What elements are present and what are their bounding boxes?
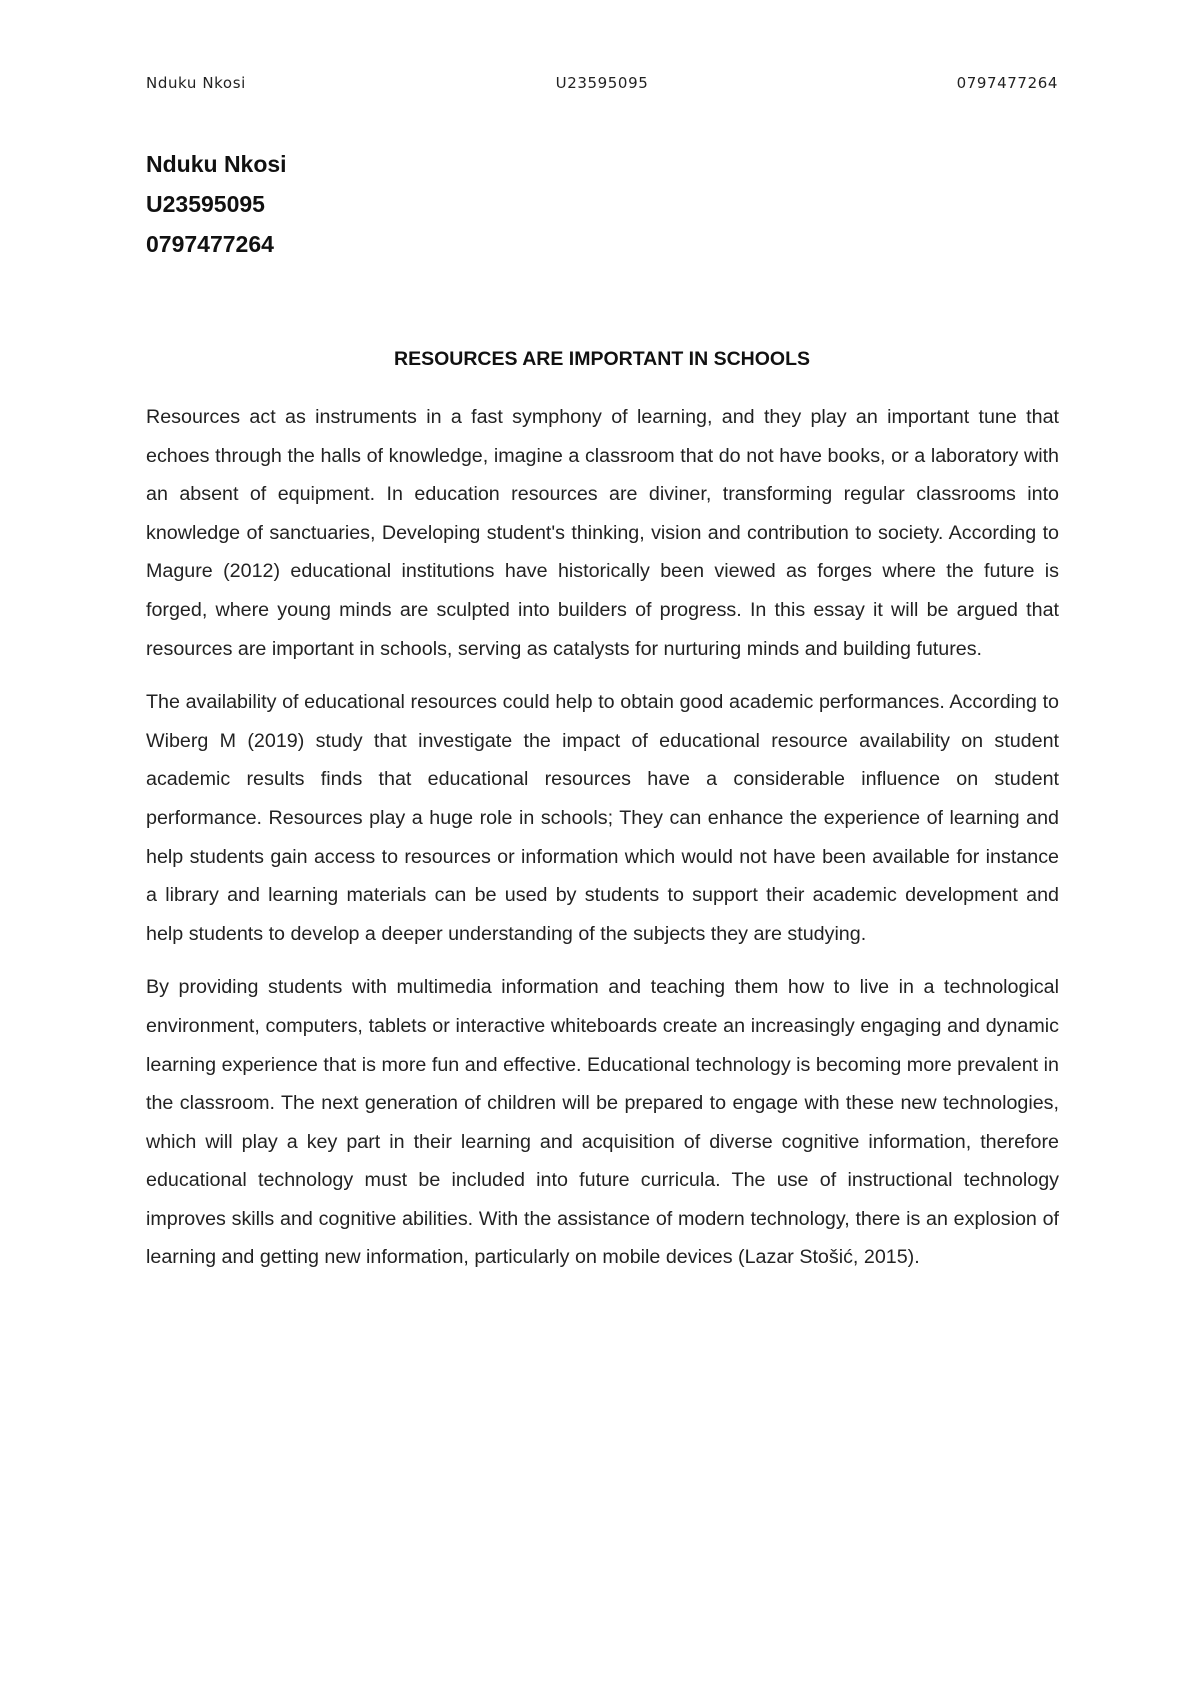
author-phone-number: 0797477264 [146, 231, 274, 257]
author-name: Nduku Nkosi [146, 151, 287, 177]
essay-paragraph-1: Resources act as instruments in a fast symphony of learning, and they play an important tune that echoes through the halls of knowledge, imagine a classroom that do not have books, or a laboratory with an absent of equipment. In education resources are diviner, transforming regular classrooms into knowledge of sanctuaries, Developing student's thinking, vision and contribution to society. According to Magure (2012) educational institutions have historically been viewed as forges where the future is forged, where young minds are sculpted into builders of progress. In this essay it will be argued that resources are important in schools, serving as catalysts for nurturing minds and building futures. [146, 406, 1059, 660]
running-header [146, 74, 1058, 98]
header-student-id: U23595095 [555, 74, 649, 92]
header-author-name: Nduku Nkosi [146, 74, 246, 92]
essay-title: RESOURCES ARE IMPORTANT IN SCHOOLS [393, 348, 811, 370]
author-info-block [146, 144, 646, 264]
essay-paragraph-3: By providing students with multimedia information and teaching them how to live in a technological environment, computers, tablets or interactive whiteboards create an increasingly engaging and dynamic learning experience that is more fun and effective. Educational technology is becoming more prevalent in the classroom. The next generation of children will be prepared to engage with these new technologies, which will play a key part in their learning and acquisition of diverse cognitive information, therefore educational technology must be included into future curricula. The use of instructional technology improves skills and cognitive abilities. With the assistance of modern technology, there is an explosion of learning and getting new information, particularly on mobile devices (Lazar Stošić, 2015). [146, 976, 1059, 1269]
essay-paragraph-2: The availability of educational resources could help to obtain good academic performances. According to Wiberg M (2019) study that investigate the impact of educational resource availability on student academic results finds that educational resources have a considerable influence on student performance. Resources play a huge role in schools; They can enhance the experience of learning and help students gain access to resources or information which would not have been available for instance a library and learning materials can be used by students to support their academic development and help students to develop a deeper understanding of the subjects they are studying. [146, 691, 1059, 945]
essay-body [146, 398, 1059, 1292]
header-phone-number: 0797477264 [956, 74, 1058, 92]
author-student-id: U23595095 [146, 191, 265, 217]
